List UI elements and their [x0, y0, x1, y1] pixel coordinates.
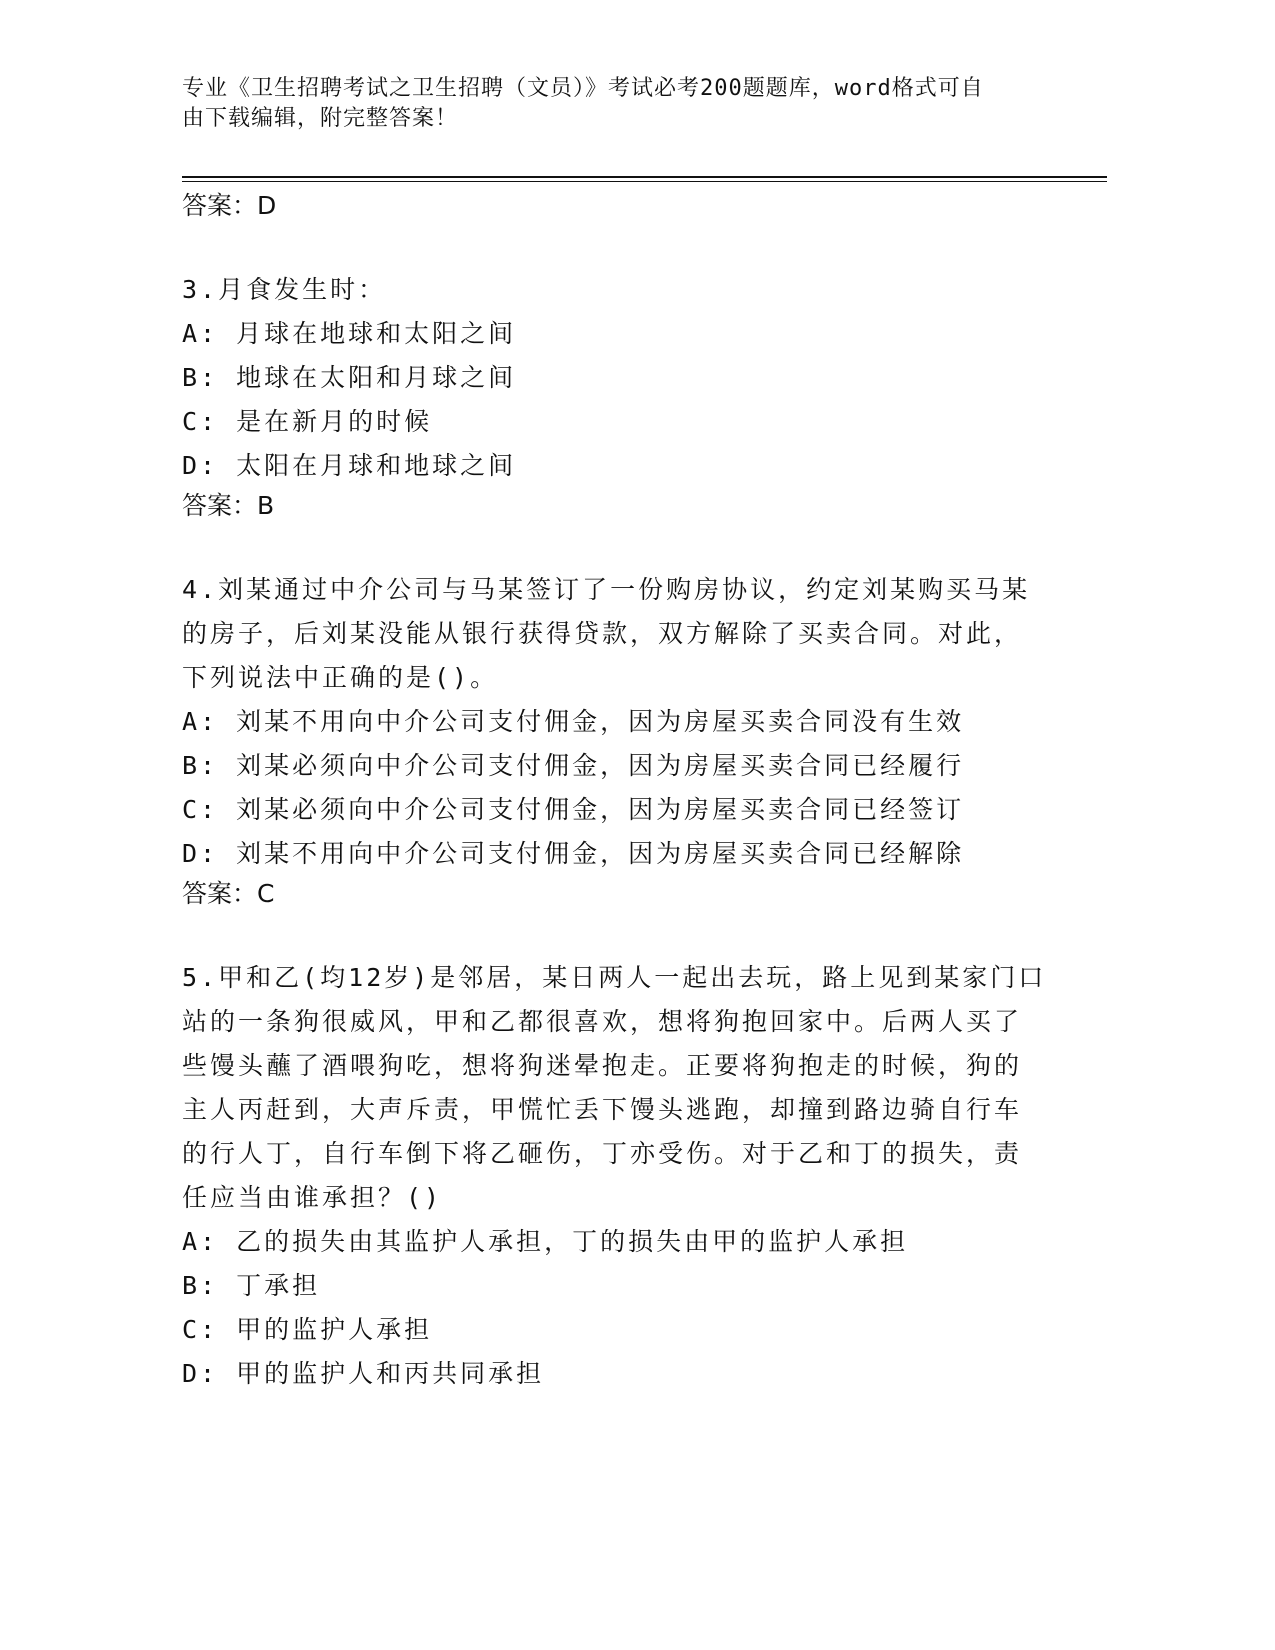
- option-d: D: 太阳在月球和地球之间: [182, 451, 517, 480]
- option-c: C: 刘某必须向中介公司支付佣金，因为房屋买卖合同已经签订: [182, 795, 965, 824]
- header-rule-thick: [182, 176, 1107, 178]
- option-a: A: 刘某不用向中介公司支付佣金，因为房屋买卖合同没有生效: [182, 707, 965, 736]
- header-line-2: 由下载编辑，附完整答案！: [182, 106, 459, 131]
- option-c: C: 甲的监护人承担: [182, 1315, 433, 1344]
- option-c: C: 是在新月的时候: [182, 407, 433, 436]
- question-answer: 答案：B: [182, 491, 275, 520]
- document-header: [182, 74, 1042, 134]
- option-b: B: 地球在太阳和月球之间: [182, 363, 517, 392]
- question-stem-line-3: 些馒头蘸了酒喂狗吃，想将狗迷晕抱走。正要将狗抱走的时候，狗的: [182, 1051, 1023, 1080]
- option-a: A: 月球在地球和太阳之间: [182, 319, 517, 348]
- question-stem-line-2: 的房子，后刘某没能从银行获得贷款，双方解除了买卖合同。对此，: [182, 619, 1023, 648]
- question-5: [182, 956, 1062, 1396]
- option-b: B: 刘某必须向中介公司支付佣金，因为房屋买卖合同已经履行: [182, 751, 965, 780]
- question-stem-line-2: 站的一条狗很威风，甲和乙都很喜欢，想将狗抱回家中。后两人买了: [182, 1007, 1023, 1036]
- question-stem-line-6: 任应当由谁承担？(): [182, 1183, 443, 1212]
- question-list: [182, 188, 1062, 1396]
- question-stem: 3.月食发生时：: [182, 275, 387, 304]
- question-stem-line-4: 主人丙赶到，大声斥责，甲慌忙丢下馒头逃跑，却撞到路边骑自行车: [182, 1095, 1023, 1124]
- option-d: D: 刘某不用向中介公司支付佣金，因为房屋买卖合同已经解除: [182, 839, 965, 868]
- question-stem-line-1: 4.刘某通过中介公司与马某签订了一份购房协议，约定刘某购买马某: [182, 575, 1031, 604]
- spacer: [182, 524, 1062, 568]
- question-stem-line-5: 的行人丁，自行车倒下将乙砸伤，丁亦受伤。对于乙和丁的损失，责: [182, 1139, 1023, 1168]
- option-d: D: 甲的监护人和丙共同承担: [182, 1359, 545, 1388]
- option-a: A: 乙的损失由其监护人承担，丁的损失由甲的监护人承担: [182, 1227, 909, 1256]
- spacer: [182, 224, 1062, 268]
- question-4: [182, 568, 1062, 912]
- spacer: [182, 912, 1062, 956]
- option-b: B: 丁承担: [182, 1271, 321, 1300]
- question-stem-line-1: 5.甲和乙(均12岁)是邻居，某日两人一起出去玩，路上见到某家门口: [182, 963, 1047, 992]
- question-stem-line-3: 下列说法中正确的是()。: [182, 663, 499, 692]
- header-rule-thin: [182, 181, 1107, 182]
- header-line-1: 专业《卫生招聘考试之卫生招聘（文员）》考试必考200题题库，word格式可自: [182, 76, 984, 101]
- previous-answer: 答案：D: [182, 191, 277, 220]
- question-answer: 答案：C: [182, 879, 275, 908]
- question-3: [182, 268, 1062, 524]
